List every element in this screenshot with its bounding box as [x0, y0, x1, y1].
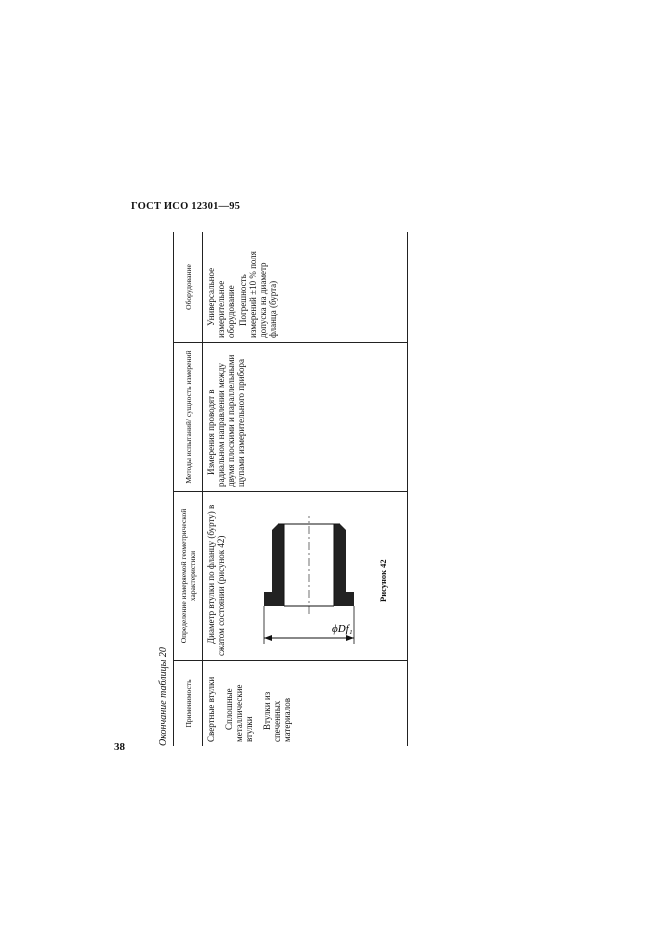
applicability-wrapped: Свертные втулки: [206, 676, 216, 742]
equipment-universal: Универсальное измерительное оборудование: [206, 267, 236, 338]
column-applicability: [174, 660, 407, 746]
rotated-table: [155, 232, 408, 746]
flange-bushing-figure: [244, 504, 374, 654]
column-equipment: [174, 232, 407, 342]
method-text: Измерения проводят в радиальном направлении между двумя плоскими и параллельными щупами измерительного прибора: [206, 354, 246, 487]
column-definition: [174, 491, 407, 660]
cell-equipment: [206, 232, 286, 342]
header-equipment: Оборудование: [174, 232, 203, 342]
header-method: Методы испытаний/ сущность измерений: [174, 343, 203, 491]
applicability-solid: Сплошные металлические втулки: [224, 684, 254, 742]
column-method: [174, 342, 407, 491]
equipment-accuracy: Погрешность измерений ±10 % поля допуска на диаметр фланца (бурта): [238, 251, 278, 338]
page-header: ГОСТ ИСО 12301—95: [131, 201, 241, 212]
cell-applicability: [206, 661, 300, 746]
header-applicability: Применимость: [174, 661, 203, 746]
cell-method: [206, 343, 254, 491]
header-definition: Определение измеряемой геометрической характеристики: [174, 492, 203, 660]
table-caption: Окончание таблицы 20: [158, 647, 169, 746]
definition-text: Диаметр втулки по фланцу (бурту) в сжатом состоянии (рисунок 42): [206, 504, 226, 656]
cell-definition: [206, 492, 234, 660]
page-number: 38: [114, 741, 125, 753]
applicability-sintered: Втулки из спеченных материалов: [262, 691, 292, 742]
figure-caption: Рисунок 42: [378, 559, 388, 602]
rotated-table-wrapper: [155, 232, 408, 746]
table-20: [173, 232, 408, 746]
dimension-label: ϕDf₁: [332, 623, 353, 635]
